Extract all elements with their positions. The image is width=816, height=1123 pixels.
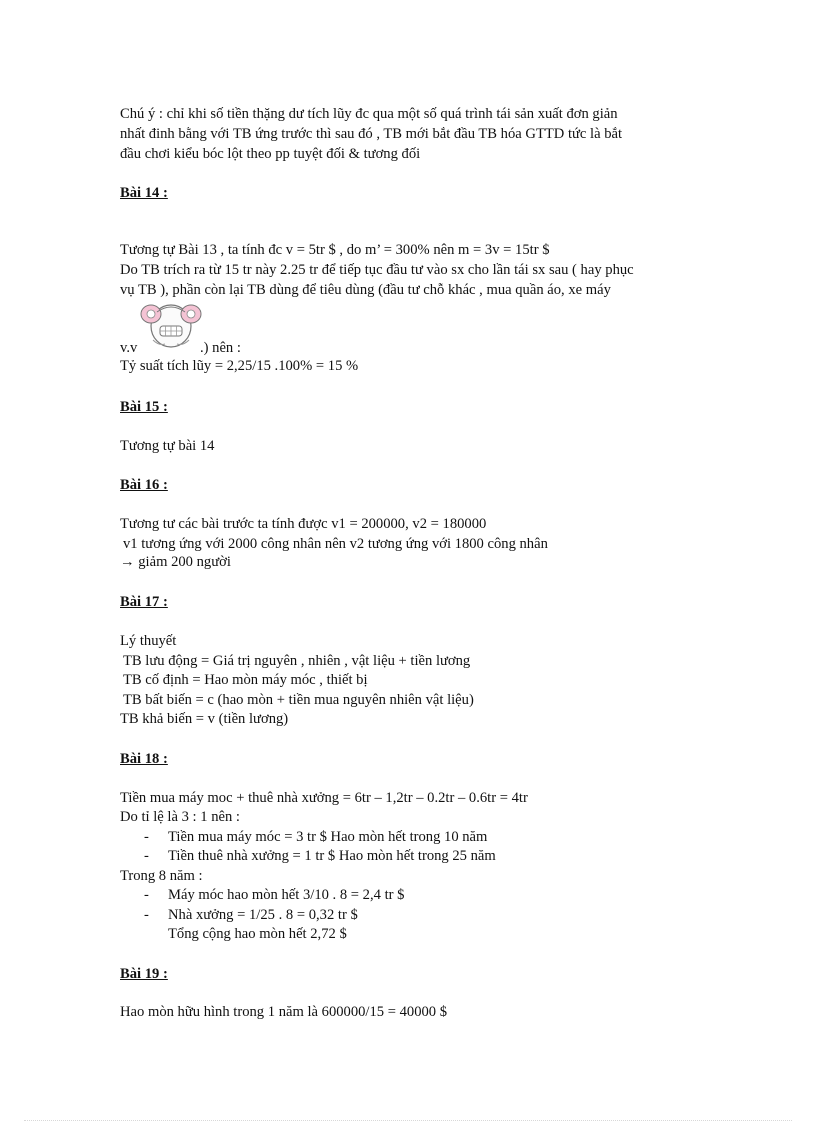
bai18-bullet-1: Tiền mua máy móc = 3 tr $ Hao mòn hết trong 10 năm: [168, 829, 488, 845]
bai18-line-3: Trong 8 năm :: [120, 868, 203, 884]
heading-bai-18: Bài 18 :: [120, 751, 168, 767]
bullet-dash: -: [144, 829, 149, 845]
bai19-line-1: Hao mòn hữu hình trong 1 năm là 600000/15 = 40000 $: [120, 1004, 448, 1020]
note-line-3: đầu chơi kiểu bóc lột theo pp tuyệt đối & tương đối: [120, 146, 421, 162]
bai18-bullet-4: Nhà xưởng = 1/25 . 8 = 0,32 tr $: [168, 907, 358, 923]
bai14-line-4-suffix: .) nên :: [200, 340, 241, 356]
bai18-bullet-3: Máy móc hao mòn hết 3/10 . 8 = 2,4 tr $: [168, 887, 405, 903]
heading-bai-14: Bài 14 :: [120, 185, 168, 201]
bai18-bullet-2: Tiền thuê nhà xưởng = 1 tr $ Hao mòn hết trong 25 năm: [168, 848, 496, 864]
bai14-line-5: Tỷ suất tích lũy = 2,25/15 .100% = 15 %: [120, 358, 359, 374]
bai16-line-1: Tương tư các bài trước ta tính được v1 = 200000, v2 = 180000: [120, 516, 487, 532]
bai17-line-1: Lý thuyết: [120, 633, 177, 649]
bai14-line-2: Do TB trích ra từ 15 tr này 2.25 tr để tiếp tục đầu tư vào sx cho lần tái sx sau ( hay phục: [120, 262, 634, 278]
bai14-line-3: vụ TB ), phần còn lại TB dùng để tiêu dùng (đầu tư chỗ khác , mua quần áo, xe máy: [120, 282, 611, 298]
bai17-line-3: TB cố định = Hao mòn máy móc , thiết bị: [123, 672, 368, 688]
bai18-line-1: Tiền mua máy moc + thuê nhà xưởng = 6tr – 1,2tr – 0.2tr – 0.6tr = 4tr: [120, 790, 528, 806]
bai14-line-4-prefix: v.v: [120, 340, 138, 356]
bai17-line-5: TB khả biến = v (tiền lương): [120, 711, 289, 727]
heading-bai-17: Bài 17 :: [120, 594, 168, 610]
bai15-line-1: Tương tự bài 14: [120, 438, 215, 454]
page-bottom-rule: [24, 1120, 792, 1121]
heading-bai-16: Bài 16 :: [120, 477, 168, 493]
note-line-2: nhất đinh bằng với TB ứng trước thì sau đó , TB mới bắt đầu TB hóa GTTD tức là bắt: [120, 126, 623, 142]
note-line-1: Chú ý : chỉ khi số tiền thặng dư tích lũy đc qua một số quá trình tái sản xuất đơn giản: [120, 106, 618, 122]
bai14-line-1: Tương tự Bài 13 , ta tính đc v = 5tr $ , do m’ = 300% nên m = 3v = 15tr $: [120, 242, 550, 258]
bai17-line-2: TB lưu động = Giá trị nguyên , nhiên , vật liệu + tiền lương: [123, 653, 471, 669]
bai18-total: Tổng cộng hao mòn hết 2,72 $: [168, 926, 347, 942]
bai16-line-3: → giảm 200 người: [120, 554, 231, 570]
grinning-face-emoticon: [135, 296, 207, 350]
bai16-line-2: v1 tương ứng với 2000 công nhân nên v2 tương ứng với 1800 công nhân: [123, 536, 548, 552]
bullet-dash: -: [144, 907, 149, 923]
bullet-dash: -: [144, 887, 149, 903]
bai17-line-4: TB bất biến = c (hao mòn + tiền mua nguyên nhiên vật liệu): [123, 692, 474, 708]
bullet-dash: -: [144, 848, 149, 864]
heading-bai-19: Bài 19 :: [120, 966, 168, 982]
bai18-line-2: Do tỉ lệ là 3 : 1 nên :: [120, 809, 240, 825]
heading-bai-15: Bài 15 :: [120, 399, 168, 415]
